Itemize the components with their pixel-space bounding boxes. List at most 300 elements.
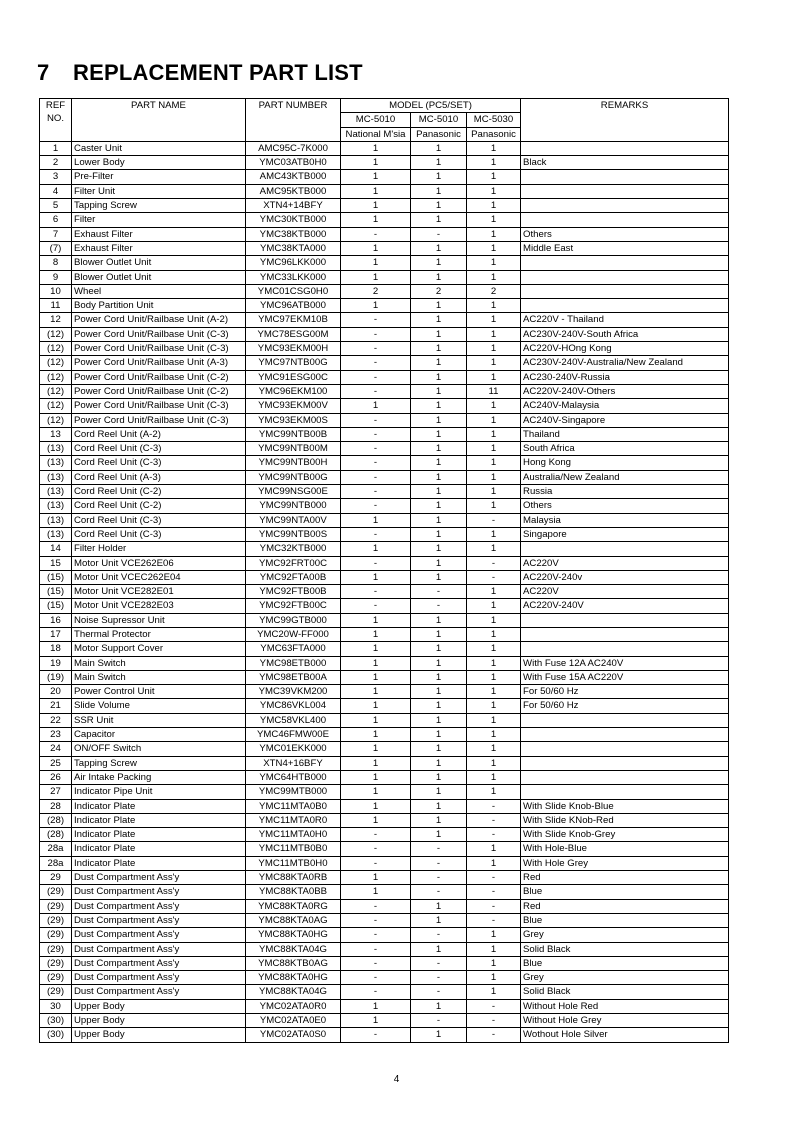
cell-remarks: AC220V-240V-Others xyxy=(521,384,729,398)
cell-qty-mc5030-panasonic: 1 xyxy=(467,170,521,184)
cell-qty-mc5030-panasonic: 1 xyxy=(467,742,521,756)
cell-part-number: YMC88KTA0BB xyxy=(246,885,341,899)
cell-remarks: With Slide KNob-Red xyxy=(521,813,729,827)
cell-part-number: YMC78ESG00M xyxy=(246,327,341,341)
header-part-number: PART NUMBER xyxy=(246,99,341,142)
cell-remarks: Grey xyxy=(521,928,729,942)
cell-qty-mc5010-national: 1 xyxy=(341,542,411,556)
table-row xyxy=(40,813,729,827)
cell-part-name: Cord Reel Unit (C-3) xyxy=(72,456,246,470)
cell-qty-mc5010-panasonic: - xyxy=(411,928,467,942)
cell-qty-mc5010-national: 1 xyxy=(341,399,411,413)
cell-part-name: Air Intake Packing xyxy=(72,770,246,784)
cell-part-number: YMC33LKK000 xyxy=(246,270,341,284)
cell-part-number: YMC92FRT00C xyxy=(246,556,341,570)
cell-part-name: Power Cord Unit/Railbase Unit (C-2) xyxy=(72,384,246,398)
cell-qty-mc5010-national: - xyxy=(341,342,411,356)
cell-qty-mc5030-panasonic: 1 xyxy=(467,442,521,456)
cell-ref-no: 5 xyxy=(40,199,72,213)
cell-part-name: Dust Compartment Ass'y xyxy=(72,956,246,970)
cell-qty-mc5010-national: - xyxy=(341,842,411,856)
table-row xyxy=(40,627,729,641)
cell-part-number: YMC98ETB00A xyxy=(246,670,341,684)
cell-qty-mc5010-national: 1 xyxy=(341,156,411,170)
parts-table-body xyxy=(40,141,729,1042)
table-row xyxy=(40,642,729,656)
cell-qty-mc5010-panasonic: 1 xyxy=(411,542,467,556)
cell-remarks xyxy=(521,785,729,799)
cell-remarks: Without Hole Red xyxy=(521,999,729,1013)
cell-qty-mc5010-national: - xyxy=(341,828,411,842)
cell-part-number: YMC97EKM10B xyxy=(246,313,341,327)
cell-remarks: Middle East xyxy=(521,241,729,255)
cell-qty-mc5010-panasonic: 1 xyxy=(411,613,467,627)
cell-part-name: Power Cord Unit/Railbase Unit (C-3) xyxy=(72,413,246,427)
cell-qty-mc5030-panasonic: 1 xyxy=(467,356,521,370)
cell-qty-mc5030-panasonic: 1 xyxy=(467,485,521,499)
cell-qty-mc5010-panasonic: 1 xyxy=(411,256,467,270)
cell-ref-no: (7) xyxy=(40,241,72,255)
cell-remarks: AC230V-240V-South Africa xyxy=(521,327,729,341)
cell-qty-mc5030-panasonic: 1 xyxy=(467,241,521,255)
table-row xyxy=(40,399,729,413)
cell-remarks xyxy=(521,713,729,727)
cell-part-name: Dust Compartment Ass'y xyxy=(72,985,246,999)
cell-part-number: YMC99MTB000 xyxy=(246,785,341,799)
cell-qty-mc5010-panasonic: 1 xyxy=(411,770,467,784)
cell-ref-no: 27 xyxy=(40,785,72,799)
cell-qty-mc5010-national: 1 xyxy=(341,627,411,641)
cell-qty-mc5030-panasonic: 11 xyxy=(467,384,521,398)
cell-part-name: Pre-Filter xyxy=(72,170,246,184)
cell-qty-mc5030-panasonic: - xyxy=(467,513,521,527)
cell-part-number: YMC30KTB000 xyxy=(246,213,341,227)
cell-remarks: Singapore xyxy=(521,527,729,541)
cell-part-name: Blower Outlet Unit xyxy=(72,270,246,284)
cell-ref-no: 23 xyxy=(40,728,72,742)
cell-qty-mc5010-panasonic: 1 xyxy=(411,427,467,441)
cell-qty-mc5010-national: 1 xyxy=(341,513,411,527)
cell-ref-no: 13 xyxy=(40,427,72,441)
cell-ref-no: (30) xyxy=(40,1014,72,1028)
cell-qty-mc5030-panasonic: 1 xyxy=(467,370,521,384)
cell-remarks: Black xyxy=(521,156,729,170)
cell-qty-mc5010-panasonic: - xyxy=(411,1014,467,1028)
cell-remarks xyxy=(521,542,729,556)
cell-ref-no: 28a xyxy=(40,842,72,856)
cell-qty-mc5010-panasonic: 1 xyxy=(411,685,467,699)
cell-part-name: Power Cord Unit/Railbase Unit (C-3) xyxy=(72,399,246,413)
cell-qty-mc5010-panasonic: 1 xyxy=(411,456,467,470)
table-row xyxy=(40,971,729,985)
table-row xyxy=(40,871,729,885)
cell-remarks: Australia/New Zealand xyxy=(521,470,729,484)
cell-qty-mc5010-national: 1 xyxy=(341,728,411,742)
cell-part-name: Exhaust Filter xyxy=(72,241,246,255)
cell-part-name: Power Cord Unit/Railbase Unit (A-3) xyxy=(72,356,246,370)
cell-remarks: AC220V xyxy=(521,585,729,599)
cell-ref-no: 9 xyxy=(40,270,72,284)
table-row xyxy=(40,728,729,742)
cell-part-number: YMC88KTA0HG xyxy=(246,971,341,985)
page-number: 4 xyxy=(393,1074,400,1085)
cell-ref-no: 29 xyxy=(40,871,72,885)
cell-qty-mc5010-panasonic: 1 xyxy=(411,728,467,742)
cell-part-number: YMC63FTA000 xyxy=(246,642,341,656)
cell-ref-no: 2 xyxy=(40,156,72,170)
cell-part-number: AMC95KTB000 xyxy=(246,184,341,198)
cell-qty-mc5030-panasonic: 1 xyxy=(467,856,521,870)
cell-qty-mc5010-national: 1 xyxy=(341,685,411,699)
cell-qty-mc5030-panasonic: 1 xyxy=(467,642,521,656)
cell-ref-no: 30 xyxy=(40,999,72,1013)
table-row xyxy=(40,327,729,341)
table-row xyxy=(40,241,729,255)
cell-part-name: SSR Unit xyxy=(72,713,246,727)
table-row xyxy=(40,713,729,727)
header-model-group: MODEL (PC5/SET) xyxy=(341,99,521,113)
cell-remarks: With Fuse 12A AC240V xyxy=(521,656,729,670)
cell-ref-no: (30) xyxy=(40,1028,72,1042)
cell-qty-mc5010-panasonic: 1 xyxy=(411,570,467,584)
cell-part-name: Power Control Unit xyxy=(72,685,246,699)
cell-ref-no: 10 xyxy=(40,284,72,298)
cell-remarks xyxy=(521,284,729,298)
cell-part-number: YMC99NTB000 xyxy=(246,499,341,513)
cell-qty-mc5030-panasonic: 1 xyxy=(467,699,521,713)
cell-part-name: Dust Compartment Ass'y xyxy=(72,928,246,942)
cell-ref-no: 4 xyxy=(40,184,72,198)
cell-qty-mc5010-national: 1 xyxy=(341,570,411,584)
cell-part-name: Wheel xyxy=(72,284,246,298)
cell-qty-mc5010-national: - xyxy=(341,470,411,484)
cell-ref-no: (29) xyxy=(40,985,72,999)
cell-part-name: Cord Reel Unit (A-2) xyxy=(72,427,246,441)
cell-qty-mc5010-national: 1 xyxy=(341,885,411,899)
cell-qty-mc5010-panasonic: - xyxy=(411,227,467,241)
cell-qty-mc5010-panasonic: 1 xyxy=(411,699,467,713)
cell-part-number: YMC11MTB0B0 xyxy=(246,842,341,856)
cell-remarks xyxy=(521,170,729,184)
cell-part-number: YMC88KTA0RG xyxy=(246,899,341,913)
cell-part-name: Indicator Plate xyxy=(72,842,246,856)
cell-qty-mc5030-panasonic: 1 xyxy=(467,599,521,613)
cell-qty-mc5030-panasonic: 1 xyxy=(467,942,521,956)
cell-ref-no: (29) xyxy=(40,942,72,956)
cell-qty-mc5010-national: 1 xyxy=(341,742,411,756)
cell-qty-mc5030-panasonic: 1 xyxy=(467,184,521,198)
cell-remarks: With Fuse 15A AC220V xyxy=(521,670,729,684)
cell-remarks: With Hole-Blue xyxy=(521,842,729,856)
cell-part-number: YMC01EKK000 xyxy=(246,742,341,756)
cell-qty-mc5010-panasonic: 1 xyxy=(411,241,467,255)
cell-part-number: YMC02ATA0R0 xyxy=(246,999,341,1013)
cell-qty-mc5010-panasonic: - xyxy=(411,985,467,999)
cell-ref-no: (29) xyxy=(40,956,72,970)
cell-part-number: YMC99NTB00H xyxy=(246,456,341,470)
cell-remarks: Red xyxy=(521,899,729,913)
table-row xyxy=(40,199,729,213)
cell-part-number: YMC58VKL400 xyxy=(246,713,341,727)
cell-ref-no: (13) xyxy=(40,470,72,484)
cell-ref-no: 20 xyxy=(40,685,72,699)
cell-remarks: Hong Kong xyxy=(521,456,729,470)
cell-qty-mc5010-national: - xyxy=(341,942,411,956)
table-row xyxy=(40,699,729,713)
cell-qty-mc5030-panasonic: 1 xyxy=(467,199,521,213)
cell-qty-mc5010-panasonic: 1 xyxy=(411,1028,467,1042)
table-row xyxy=(40,928,729,942)
cell-part-number: YMC02ATA0E0 xyxy=(246,1014,341,1028)
cell-remarks: Wothout Hole Silver xyxy=(521,1028,729,1042)
cell-qty-mc5010-panasonic: - xyxy=(411,842,467,856)
cell-remarks xyxy=(521,256,729,270)
table-row xyxy=(40,213,729,227)
cell-ref-no: 25 xyxy=(40,756,72,770)
cell-qty-mc5010-panasonic: - xyxy=(411,585,467,599)
cell-ref-no: (12) xyxy=(40,327,72,341)
cell-part-name: Motor Unit VCE262E06 xyxy=(72,556,246,570)
table-row xyxy=(40,756,729,770)
cell-part-number: YMC20W-FF000 xyxy=(246,627,341,641)
cell-qty-mc5030-panasonic: - xyxy=(467,899,521,913)
cell-remarks xyxy=(521,299,729,313)
cell-qty-mc5010-national: 1 xyxy=(341,999,411,1013)
table-row xyxy=(40,785,729,799)
cell-part-number: YMC11MTA0B0 xyxy=(246,799,341,813)
cell-part-name: Tapping Screw xyxy=(72,756,246,770)
cell-part-number: YMC88KTA0HG xyxy=(246,928,341,942)
cell-qty-mc5010-national: - xyxy=(341,456,411,470)
cell-part-name: Dust Compartment Ass'y xyxy=(72,942,246,956)
cell-qty-mc5010-national: - xyxy=(341,413,411,427)
cell-part-name: Motor Unit VCEC262E04 xyxy=(72,570,246,584)
cell-part-name: Body Partition Unit xyxy=(72,299,246,313)
cell-remarks xyxy=(521,184,729,198)
cell-part-name: Cord Reel Unit (C-2) xyxy=(72,485,246,499)
cell-ref-no: (19) xyxy=(40,670,72,684)
cell-ref-no: (29) xyxy=(40,971,72,985)
cell-qty-mc5030-panasonic: 1 xyxy=(467,613,521,627)
cell-part-name: Power Cord Unit/Railbase Unit (C-3) xyxy=(72,342,246,356)
cell-part-number: YMC92FTB00C xyxy=(246,599,341,613)
cell-qty-mc5010-panasonic: 1 xyxy=(411,942,467,956)
cell-qty-mc5030-panasonic: 1 xyxy=(467,342,521,356)
cell-part-number: YMC98ETB000 xyxy=(246,656,341,670)
cell-ref-no: 14 xyxy=(40,542,72,556)
cell-qty-mc5010-national: 1 xyxy=(341,299,411,313)
cell-qty-mc5010-panasonic: 1 xyxy=(411,785,467,799)
cell-part-name: Dust Compartment Ass'y xyxy=(72,871,246,885)
cell-ref-no: 16 xyxy=(40,613,72,627)
cell-qty-mc5030-panasonic: 1 xyxy=(467,313,521,327)
cell-qty-mc5010-national: - xyxy=(341,327,411,341)
cell-ref-no: (12) xyxy=(40,384,72,398)
cell-qty-mc5030-panasonic: 1 xyxy=(467,785,521,799)
cell-qty-mc5010-national: - xyxy=(341,427,411,441)
cell-remarks: Solid Black xyxy=(521,942,729,956)
cell-qty-mc5010-panasonic: 1 xyxy=(411,313,467,327)
cell-qty-mc5030-panasonic: 1 xyxy=(467,842,521,856)
cell-ref-no: (12) xyxy=(40,356,72,370)
cell-ref-no: (13) xyxy=(40,442,72,456)
cell-part-number: YMC38KTA000 xyxy=(246,241,341,255)
table-row xyxy=(40,256,729,270)
cell-part-number: YMC88KTA0RB xyxy=(246,871,341,885)
cell-qty-mc5010-national: - xyxy=(341,442,411,456)
cell-ref-no: 26 xyxy=(40,770,72,784)
cell-ref-no: (13) xyxy=(40,485,72,499)
cell-ref-no: 15 xyxy=(40,556,72,570)
cell-part-name: Upper Body xyxy=(72,999,246,1013)
section-number: 7 xyxy=(37,60,50,85)
cell-ref-no: 17 xyxy=(40,627,72,641)
cell-qty-mc5010-panasonic: 1 xyxy=(411,213,467,227)
header-brand-2: Panasonic xyxy=(411,127,467,141)
cell-qty-mc5010-national: 1 xyxy=(341,799,411,813)
cell-part-number: YMC88KTA04G xyxy=(246,942,341,956)
cell-qty-mc5010-panasonic: 1 xyxy=(411,742,467,756)
cell-qty-mc5010-panasonic: 1 xyxy=(411,470,467,484)
cell-ref-no: (29) xyxy=(40,913,72,927)
cell-qty-mc5010-national: - xyxy=(341,1028,411,1042)
cell-qty-mc5030-panasonic: - xyxy=(467,1028,521,1042)
table-row xyxy=(40,670,729,684)
table-row xyxy=(40,442,729,456)
cell-qty-mc5030-panasonic: - xyxy=(467,871,521,885)
cell-qty-mc5030-panasonic: - xyxy=(467,799,521,813)
cell-qty-mc5010-panasonic: 1 xyxy=(411,327,467,341)
table-row xyxy=(40,299,729,313)
cell-part-name: Dust Compartment Ass'y xyxy=(72,885,246,899)
cell-qty-mc5010-national: - xyxy=(341,527,411,541)
cell-qty-mc5010-panasonic: 1 xyxy=(411,499,467,513)
cell-qty-mc5030-panasonic: - xyxy=(467,828,521,842)
cell-ref-no: (29) xyxy=(40,928,72,942)
table-row xyxy=(40,456,729,470)
cell-part-number: YMC11MTB0H0 xyxy=(246,856,341,870)
cell-part-number: YMC93EKM00H xyxy=(246,342,341,356)
cell-qty-mc5010-panasonic: 2 xyxy=(411,284,467,298)
cell-ref-no: (29) xyxy=(40,885,72,899)
cell-qty-mc5010-national: - xyxy=(341,485,411,499)
cell-qty-mc5010-panasonic: 1 xyxy=(411,199,467,213)
table-row xyxy=(40,499,729,513)
cell-part-number: YMC96EKM100 xyxy=(246,384,341,398)
cell-ref-no: (12) xyxy=(40,342,72,356)
cell-part-name: Power Cord Unit/Railbase Unit (A-2) xyxy=(72,313,246,327)
table-row xyxy=(40,828,729,842)
cell-remarks xyxy=(521,770,729,784)
table-row xyxy=(40,742,729,756)
table-row xyxy=(40,513,729,527)
cell-qty-mc5010-national: 2 xyxy=(341,284,411,298)
cell-part-name: Tapping Screw xyxy=(72,199,246,213)
cell-qty-mc5010-panasonic: 1 xyxy=(411,556,467,570)
cell-qty-mc5010-panasonic: 1 xyxy=(411,899,467,913)
cell-remarks: Russia xyxy=(521,485,729,499)
cell-qty-mc5030-panasonic: 1 xyxy=(467,542,521,556)
cell-remarks xyxy=(521,613,729,627)
cell-qty-mc5010-panasonic: 1 xyxy=(411,813,467,827)
cell-remarks: South Africa xyxy=(521,442,729,456)
table-row xyxy=(40,470,729,484)
cell-qty-mc5030-panasonic: 1 xyxy=(467,770,521,784)
table-row xyxy=(40,856,729,870)
cell-part-name: Caster Unit xyxy=(72,141,246,155)
header-model-2: MC-5010 xyxy=(411,113,467,127)
cell-qty-mc5010-panasonic: 1 xyxy=(411,270,467,284)
cell-part-number: YMC32KTB000 xyxy=(246,542,341,556)
header-ref-no: REF NO. xyxy=(40,99,72,142)
cell-remarks: With Hole Grey xyxy=(521,856,729,870)
table-row xyxy=(40,599,729,613)
cell-qty-mc5030-panasonic: 1 xyxy=(467,713,521,727)
cell-qty-mc5010-panasonic: 1 xyxy=(411,342,467,356)
cell-qty-mc5010-panasonic: 1 xyxy=(411,642,467,656)
cell-qty-mc5010-national: 1 xyxy=(341,613,411,627)
cell-qty-mc5010-panasonic: 1 xyxy=(411,184,467,198)
cell-qty-mc5030-panasonic: - xyxy=(467,1014,521,1028)
cell-part-number: YMC92FTB00B xyxy=(246,585,341,599)
cell-qty-mc5030-panasonic: 1 xyxy=(467,656,521,670)
cell-part-name: Dust Compartment Ass'y xyxy=(72,899,246,913)
cell-qty-mc5010-national: - xyxy=(341,956,411,970)
cell-qty-mc5030-panasonic: 1 xyxy=(467,413,521,427)
cell-part-name: Power Cord Unit/Railbase Unit (C-3) xyxy=(72,327,246,341)
cell-part-name: Lower Body xyxy=(72,156,246,170)
cell-qty-mc5010-panasonic: 1 xyxy=(411,656,467,670)
cell-part-number: XTN4+16BFY xyxy=(246,756,341,770)
cell-qty-mc5010-panasonic: - xyxy=(411,971,467,985)
cell-qty-mc5010-national: 1 xyxy=(341,170,411,184)
cell-qty-mc5030-panasonic: - xyxy=(467,556,521,570)
cell-qty-mc5010-national: - xyxy=(341,913,411,927)
cell-qty-mc5030-panasonic: 1 xyxy=(467,427,521,441)
cell-qty-mc5010-national: - xyxy=(341,599,411,613)
cell-ref-no: 7 xyxy=(40,227,72,241)
header-brand-1: National M'sia xyxy=(341,127,411,141)
cell-qty-mc5010-national: - xyxy=(341,313,411,327)
table-row xyxy=(40,770,729,784)
cell-remarks xyxy=(521,728,729,742)
cell-ref-no: 8 xyxy=(40,256,72,270)
cell-remarks xyxy=(521,627,729,641)
cell-qty-mc5010-panasonic: 1 xyxy=(411,999,467,1013)
cell-ref-no: (29) xyxy=(40,899,72,913)
cell-qty-mc5010-national: 1 xyxy=(341,270,411,284)
cell-part-number: YMC86VKL004 xyxy=(246,699,341,713)
cell-remarks: With Slide Knob-Blue xyxy=(521,799,729,813)
cell-part-name: ON/OFF Switch xyxy=(72,742,246,756)
cell-qty-mc5030-panasonic: - xyxy=(467,813,521,827)
cell-qty-mc5010-national: - xyxy=(341,499,411,513)
cell-part-name: Upper Body xyxy=(72,1028,246,1042)
table-row xyxy=(40,356,729,370)
cell-qty-mc5030-panasonic: 1 xyxy=(467,585,521,599)
cell-part-name: Cord Reel Unit (C-2) xyxy=(72,499,246,513)
cell-qty-mc5010-national: 1 xyxy=(341,184,411,198)
cell-qty-mc5010-panasonic: 1 xyxy=(411,627,467,641)
cell-qty-mc5010-national: - xyxy=(341,985,411,999)
cell-part-name: Cord Reel Unit (A-3) xyxy=(72,470,246,484)
cell-qty-mc5010-national: 1 xyxy=(341,213,411,227)
cell-ref-no: 12 xyxy=(40,313,72,327)
cell-ref-no: (15) xyxy=(40,599,72,613)
table-row xyxy=(40,227,729,241)
cell-qty-mc5030-panasonic: 1 xyxy=(467,985,521,999)
cell-qty-mc5010-national: - xyxy=(341,856,411,870)
